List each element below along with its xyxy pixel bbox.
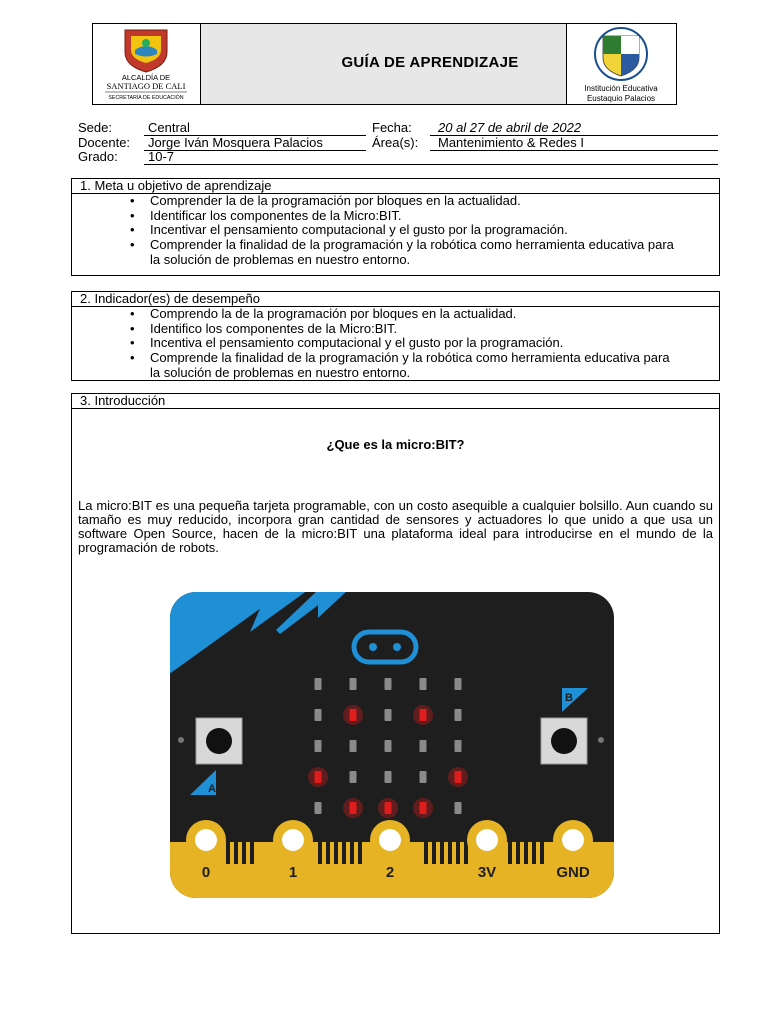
led-on xyxy=(420,709,427,721)
sede-label: Sede: xyxy=(78,120,112,135)
pin-label: 2 xyxy=(385,864,395,881)
area-label: Área(s): xyxy=(372,135,419,150)
led-off xyxy=(350,771,357,783)
svg-text:SECRETARÍA DE EDUCACIÓN: SECRETARÍA DE EDUCACIÓN xyxy=(108,95,184,101)
section-introduction xyxy=(71,393,720,934)
led-on xyxy=(350,802,357,814)
pin-label: GND xyxy=(556,864,590,881)
pin-label: 0 xyxy=(201,864,211,881)
svg-text:Institución Educativa: Institución Educativa xyxy=(584,84,658,93)
led-off xyxy=(350,678,357,690)
led-off xyxy=(455,802,462,814)
pin-label: 1 xyxy=(288,864,298,881)
led-off xyxy=(455,678,462,690)
button-a-label: A xyxy=(208,783,216,795)
microbit-board xyxy=(168,590,616,900)
svg-text:SANTIAGO DE CALI: SANTIAGO DE CALI xyxy=(106,81,186,91)
list-item: • Identificar los componentes de la Micro:BIT. xyxy=(130,209,674,224)
list-item: • Comprendo la de la programación por bloques en la actualidad. xyxy=(130,307,670,322)
page-title: GUÍA DE APRENDIZAJE xyxy=(341,54,519,71)
list-item-continuation: la solución de problemas en nuestro entorno. xyxy=(150,252,411,267)
docente-label: Docente: xyxy=(78,135,131,150)
section-2-heading: 2. Indicador(es) de desempeño xyxy=(72,292,719,307)
button-b-label: B xyxy=(565,692,573,704)
svg-text:ALCALDÍA DE: ALCALDÍA DE xyxy=(121,73,171,82)
grado-label: Grado: xyxy=(78,149,118,164)
indicators-list xyxy=(130,307,670,365)
document-header xyxy=(92,23,677,105)
led-off xyxy=(420,771,427,783)
list-item-continuation: la solución de problemas en nuestro entorno. xyxy=(150,365,411,380)
led-off xyxy=(385,709,392,721)
led-on xyxy=(350,709,357,721)
intro-paragraph: La micro:BIT es una pequeña tarjeta programable, con un costo asequible a cualquier bolsillo. Aun cuando su tamaño es muy reducido, incorpora gran cantidad de sensores y actuadores lo que unido a que usa un software Open Source, hacen de la micro:BIT una plataforma ideal para introducirse en el mundo de la programación de robots. xyxy=(78,498,713,555)
objectives-list xyxy=(130,194,674,252)
led-off xyxy=(420,678,427,690)
section-1-heading: 1. Meta u objetivo de aprendizaje xyxy=(72,179,719,194)
fecha-label: Fecha: xyxy=(372,120,412,135)
docente-value: Jorge Iván Mosquera Palacios xyxy=(148,135,323,150)
led-on xyxy=(455,771,462,783)
pin-label: 3V xyxy=(477,864,497,881)
intro-subtitle: ¿Que es la micro:BIT? xyxy=(326,437,465,452)
button-a[interactable] xyxy=(196,718,242,764)
section-3-heading: 3. Introducción xyxy=(72,394,719,409)
led-on xyxy=(315,771,322,783)
fecha-value: 20 al 27 de abril de 2022 xyxy=(438,120,582,135)
cali-shield-icon xyxy=(93,24,199,104)
list-item: • Comprender la de la programación por bloques en la actualidad. xyxy=(130,194,674,209)
led-on xyxy=(385,802,392,814)
institution-shield-icon xyxy=(567,24,675,104)
list-item: • Comprender la finalidad de la programación y la robótica como herramienta educativa para xyxy=(130,238,674,253)
list-item: • Comprende la finalidad de la programación y la robótica como herramienta educativa para xyxy=(130,351,670,366)
led-off xyxy=(385,678,392,690)
led-off xyxy=(455,740,462,752)
led-off xyxy=(455,709,462,721)
list-item: • Identifico los componentes de la Micro:BIT. xyxy=(130,322,670,337)
led-off xyxy=(315,740,322,752)
grado-value: 10-7 xyxy=(148,149,175,164)
section-indicators xyxy=(71,291,720,381)
area-value: Mantenimiento & Redes I xyxy=(438,135,584,150)
led-off xyxy=(385,740,392,752)
list-item: • Incentivar el pensamiento computacional y el gusto por la programación. xyxy=(130,223,674,238)
svg-text:Eustaquio Palacios: Eustaquio Palacios xyxy=(586,94,656,103)
list-item: • Incentiva el pensamiento computacional y el gusto por la programación. xyxy=(130,336,670,351)
sede-value: Central xyxy=(148,120,190,135)
led-off xyxy=(315,709,322,721)
institution-logo xyxy=(566,24,676,104)
button-b[interactable] xyxy=(541,718,587,764)
led-off xyxy=(315,802,322,814)
led-off xyxy=(315,678,322,690)
led-off xyxy=(420,740,427,752)
led-off xyxy=(385,771,392,783)
led-off xyxy=(350,740,357,752)
alcaldia-logo xyxy=(93,24,201,104)
led-on xyxy=(420,802,427,814)
section-objectives xyxy=(71,178,720,276)
